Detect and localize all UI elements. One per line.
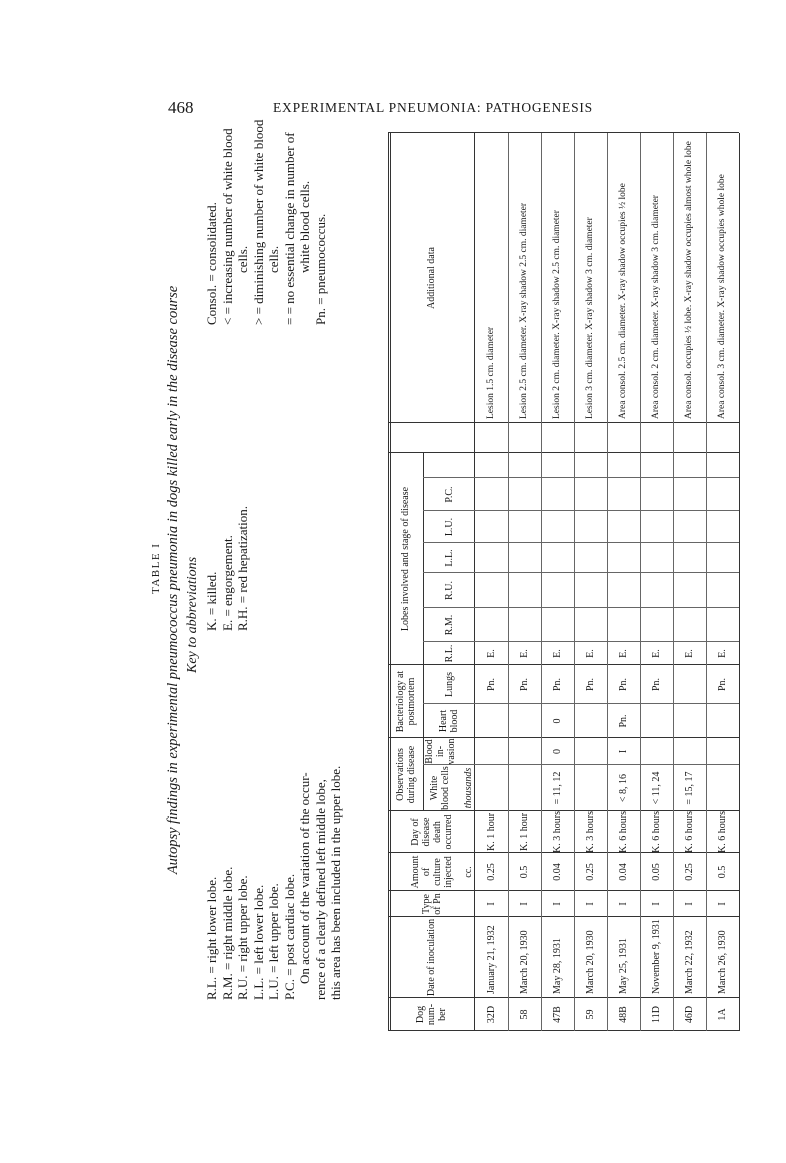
- unit-thousands: thousands: [462, 767, 474, 809]
- header-lungs: Lungs: [443, 672, 455, 697]
- cell-date: March 26, 1930: [717, 930, 728, 994]
- key-nochange-cont: white blood cells.: [297, 180, 312, 273]
- cell-rl: E.: [717, 649, 728, 658]
- cell-lungs: Pn.: [585, 677, 596, 692]
- header-wbc: White blood cells: [429, 766, 451, 810]
- cell-additional: Lesion 2 cm. diameter. X-ray shadow 2.5 cm. diameter: [552, 210, 563, 419]
- page-number: 468: [168, 98, 194, 117]
- cell-wbc: < 8, 16: [618, 773, 629, 803]
- cell-rl: E.: [486, 649, 497, 658]
- cell-lungs: Pn.: [486, 677, 497, 692]
- table-rule: [541, 133, 542, 1031]
- key-rm: R.M. = right middle lobe.: [219, 866, 235, 1000]
- cell-amount: 0.04: [618, 863, 629, 881]
- key-ru: R.U. = right upper lobe.: [235, 875, 250, 1000]
- table-rule: [508, 133, 509, 1031]
- key-lu: L.U. = left upper lobe.: [266, 883, 281, 1000]
- cell-dog-number: 1A: [717, 1008, 728, 1021]
- table-rule: [640, 133, 641, 1031]
- cell-heart-blood: [708, 704, 737, 738]
- cell-wbc: [477, 765, 506, 811]
- cell-wbc: < 11, 24: [651, 771, 662, 805]
- cell-lungs: [675, 665, 704, 704]
- header-ll: L.L.: [443, 549, 455, 567]
- cell-type: I: [552, 902, 563, 906]
- cell-wbc: [510, 765, 539, 811]
- key-rh: R.H. = red hepatization.: [235, 505, 250, 631]
- cell-lungs: Pn.: [519, 677, 530, 692]
- cell-blood-invasion: I: [618, 749, 629, 754]
- cell-lungs: Pn.: [618, 677, 629, 692]
- table-rule: [739, 133, 740, 1031]
- key-pn: Pn. = pneumococcus.: [312, 213, 328, 325]
- cell-rl: E.: [552, 649, 563, 658]
- cell-additional: Lesion 3 cm. diameter. X-ray shadow 3 cm. diameter: [585, 217, 596, 419]
- key-note-2: rence of a clearly defined left middle lobe,: [312, 779, 328, 1000]
- cell-blood-invasion: [477, 738, 506, 765]
- table-rule: [706, 133, 707, 1031]
- cell-blood-invasion: [708, 738, 737, 765]
- header-pc: P.C.: [443, 486, 455, 503]
- cell-additional: Lesion 1.5 cm. diameter: [486, 326, 497, 419]
- header-blood-invasion: Blood in- vasion: [423, 738, 457, 765]
- key-left: [204, 766, 344, 1000]
- cell-wbc: = 15, 17: [684, 771, 695, 805]
- cell-day: K. 6 hours: [651, 811, 662, 853]
- cell-dog-number: 48B: [618, 1006, 629, 1023]
- table-rule: [673, 133, 674, 1031]
- header-day: Day of disease death occurred: [409, 814, 454, 850]
- cell-day: K. 6 hours: [684, 811, 695, 853]
- cell-date: March 22, 1932: [684, 930, 695, 994]
- cell-blood-invasion: [510, 738, 539, 765]
- cell-lungs: Pn.: [651, 677, 662, 692]
- cell-day: K. 6 hours: [618, 811, 629, 853]
- key-diminish-cont: cells.: [266, 245, 281, 273]
- table-rule: [574, 133, 575, 1031]
- key-nochange: = = no essential change in number of: [281, 132, 297, 325]
- key-ll: L.L. = left lower lobe.: [250, 884, 266, 1000]
- cell-dog-number: 46D: [684, 1005, 695, 1024]
- cell-blood-invasion: [642, 738, 671, 765]
- cell-heart-blood: [675, 704, 704, 738]
- cell-amount: 0.04: [552, 863, 563, 881]
- cell-day: K. 6 hours: [717, 811, 728, 853]
- cell-date: November 9, 1931: [651, 919, 662, 994]
- key-increase-cont: cells.: [235, 245, 250, 273]
- cell-date: May 25, 1931: [618, 938, 629, 994]
- cell-date: May 28, 1931: [552, 938, 563, 994]
- cell-day: K. 3 hours: [585, 811, 596, 853]
- cell-additional: Area consol. 2.5 cm. diameter. X-ray shadow occupies ½ lobe: [618, 183, 629, 419]
- cell-dog-number: 47B: [552, 1006, 563, 1023]
- cell-heart-blood: [576, 704, 605, 738]
- header-dog-number: Dog num- ber: [415, 1003, 448, 1026]
- header-bacteriology: Bacteriology at postmortem: [394, 670, 417, 733]
- running-head: EXPERIMENTAL PNEUMONIA: PATHOGENESIS: [273, 100, 593, 115]
- key-increase: < = increasing number of white blood: [219, 128, 235, 325]
- cell-heart-blood: [642, 704, 671, 738]
- header-additional: Additional data: [426, 247, 437, 309]
- cell-amount: 0.5: [519, 865, 530, 879]
- cell-wbc: = 11, 12: [552, 771, 563, 805]
- key-middle: [204, 506, 251, 631]
- unit-cc: cc.: [462, 866, 474, 878]
- cell-date: March 20, 1930: [519, 930, 530, 994]
- cell-blood-invasion: [675, 738, 704, 765]
- cell-heart-blood: 0: [552, 718, 563, 724]
- key-consol: Consol. = consolidated.: [204, 202, 219, 325]
- cell-heart-blood: [510, 704, 539, 738]
- header-lu: L.U.: [443, 517, 455, 537]
- cell-rl: E.: [519, 649, 530, 658]
- cell-dog-number: 59: [585, 1009, 596, 1020]
- table-rule: [423, 665, 424, 738]
- cell-wbc: [708, 765, 737, 811]
- header-date: Date of inoculation: [426, 918, 437, 997]
- key-pc: P.C. = post cardiac lobe.: [281, 873, 297, 1000]
- table-rule: [423, 453, 424, 665]
- table-label: TABLE I: [150, 542, 162, 594]
- cell-rl: E.: [618, 649, 629, 658]
- header-rm: R.M.: [443, 614, 455, 636]
- cell-rl: E.: [585, 649, 596, 658]
- header-heart-blood: Heart blood: [438, 709, 460, 733]
- cell-amount: 0.5: [717, 865, 728, 879]
- header-observations: Observations during disease: [394, 745, 417, 804]
- table-rule: [388, 133, 389, 1031]
- cell-type: I: [519, 902, 530, 906]
- cell-type: I: [651, 902, 662, 906]
- cell-wbc: [576, 765, 605, 811]
- cell-type: I: [684, 902, 695, 906]
- cell-lungs: Pn.: [552, 677, 563, 692]
- cell-type: I: [486, 902, 497, 906]
- cell-dog-number: 32D: [486, 1005, 497, 1024]
- cell-lungs: Pn.: [717, 677, 728, 692]
- key-right: [204, 120, 328, 325]
- header-rl: R.L.: [443, 644, 455, 663]
- cell-type: I: [618, 902, 629, 906]
- table-rule: [474, 133, 475, 1031]
- cell-day: K. 3 hours: [552, 811, 563, 853]
- cell-amount: 0.05: [651, 863, 662, 881]
- cell-day: K. 1 hour: [486, 812, 497, 852]
- header-ru: R.U.: [443, 581, 455, 600]
- cell-dog-number: 58: [519, 1009, 530, 1020]
- cell-amount: 0.25: [684, 863, 695, 881]
- cell-heart-blood: [477, 704, 506, 738]
- cell-additional: Area consol. 3 cm. diameter. X-ray shadow occupies whole lobe: [717, 174, 728, 419]
- key-note-1: On account of the variation of the occur-: [297, 772, 312, 984]
- key-diminish: > = diminishing number of white blood: [250, 119, 266, 325]
- cell-amount: 0.25: [486, 863, 497, 881]
- header-amount: Amount of culture injected: [409, 855, 454, 889]
- cell-blood-invasion: [576, 738, 605, 765]
- cell-dog-number: 11D: [651, 1006, 662, 1023]
- cell-date: January 21, 1932: [486, 925, 497, 994]
- cell-day: K. 1 hour: [519, 812, 530, 852]
- cell-additional: Area consol. 2 cm. diameter. X-ray shadow 3 cm. diameter: [651, 195, 662, 419]
- table-rule: [607, 133, 608, 1031]
- header-type: Type of Pn: [420, 893, 443, 915]
- cell-blood-invasion: 0: [552, 749, 563, 754]
- cell-heart-blood: Pn.: [618, 714, 629, 728]
- cell-rl: E.: [684, 649, 695, 658]
- key-e: E. = engorgement.: [219, 535, 235, 631]
- cell-rl: E.: [651, 649, 662, 658]
- cell-additional: Area consol. occupies ½ lobe. X-ray shadow occupies almost whole lobe: [684, 141, 695, 419]
- key-k: K. = killed.: [204, 571, 219, 631]
- cell-type: I: [585, 902, 596, 906]
- table-rule: [388, 452, 739, 453]
- cell-amount: 0.25: [585, 863, 596, 881]
- table-title: Autopsy findings in experimental pneumococcus pneumonia in dogs killed early in the disease course: [165, 285, 181, 875]
- cell-additional: Lesion 2.5 cm. diameter. X-ray shadow 2.5 cm. diameter: [519, 202, 530, 419]
- cell-type: I: [717, 902, 728, 906]
- cell-date: March 20, 1930: [585, 930, 596, 994]
- header-lobes: Lobes involved and stage of disease: [400, 486, 411, 632]
- key-rl: R.L. = right lower lobe.: [204, 876, 219, 1000]
- key-heading: Key to abbreviations: [185, 556, 200, 673]
- key-note-3: this area has been included in the upper lobe.: [328, 765, 343, 1000]
